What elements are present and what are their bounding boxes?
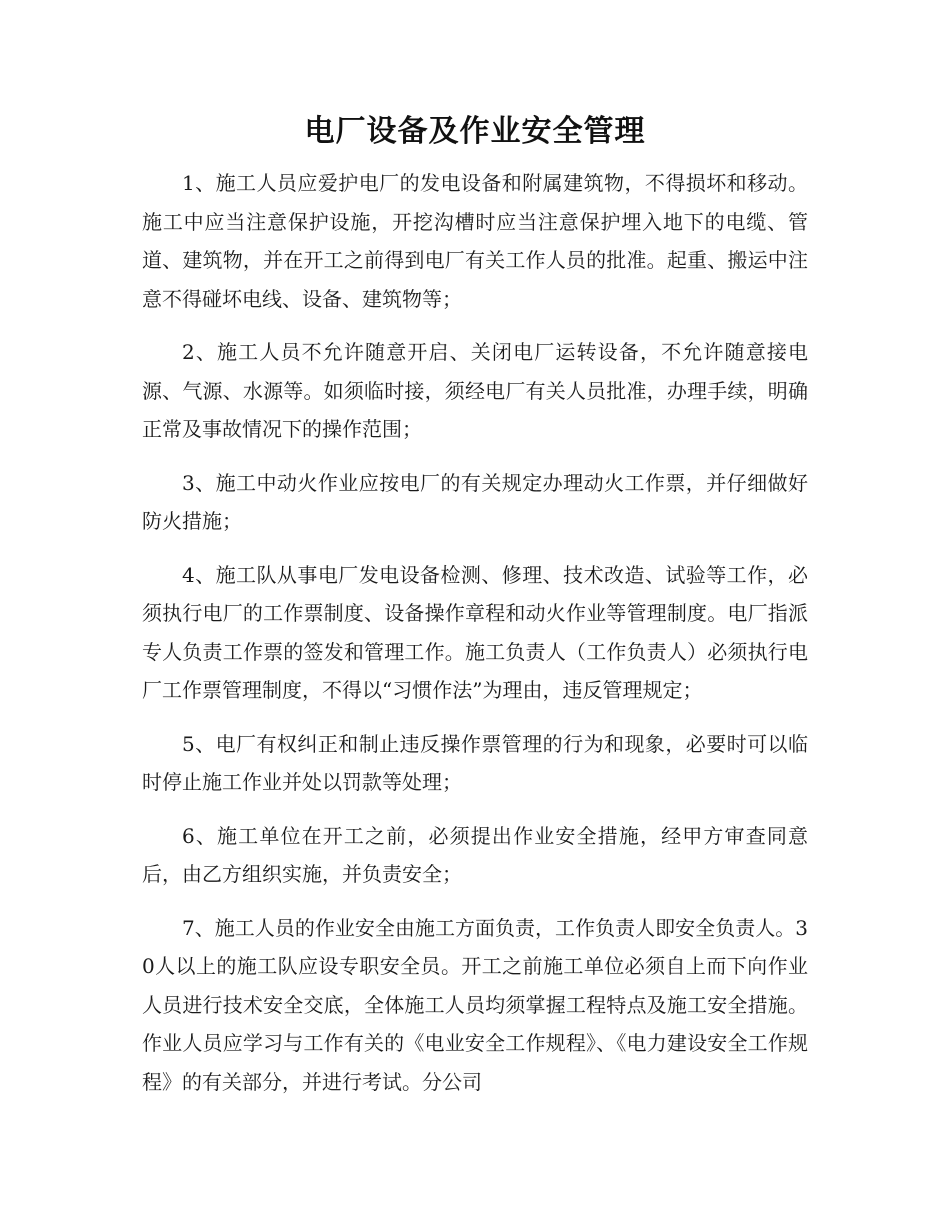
paragraph-3: 3、施工中动火作业应按电厂的有关规定办理动火工作票，并仔细做好防火措施；	[142, 470, 808, 533]
document-body	[142, 164, 808, 1116]
document-title: 电厂设备及作业安全管理	[304, 114, 646, 149]
paragraph-5: 5、电厂有权纠正和制止违反操作票管理的行为和现象，必要时可以临时停止施工作业并处以罚款等处理；	[142, 731, 808, 794]
paragraph-2: 2、施工人员不允许随意开启、关闭电厂运转设备，不允许随意接电源、气源、水源等。如须临时接，须经电厂有关人员批准，办理手续，明确正常及事故情况下的操作范围；	[142, 340, 808, 441]
paragraph-1: 1、施工人员应爱护电厂的发电设备和附属建筑物，不得损坏和移动。施工中应当注意保护设施，开挖沟槽时应当注意保护埋入地下的电缆、管道、建筑物，并在开工之前得到电厂有关工作人员的批准。起重、搬运中注意不得碰坏电线、设备、建筑物等；	[142, 171, 808, 311]
paragraph-4: 4、施工队从事电厂发电设备检测、修理、技术改造、试验等工作，必须执行电厂的工作票制度、设备操作章程和动火作业等管理制度。电厂指派专人负责工作票的签发和管理工作。施工负责人（工作负责人）必须执行电厂工作票管理制度，不得以“习惯作法”为理由，违反管理规定；	[142, 562, 808, 702]
paragraph-6: 6、施工单位在开工之前，必须提出作业安全措施，经甲方审查同意后，由乙方组织实施，并负责安全；	[142, 823, 808, 886]
paragraph-7: 7、施工人员的作业安全由施工方面负责，工作负责人即安全负责人。30人以上的施工队应设专职安全员。开工之前施工单位必须自上而下向作业人员进行技术安全交底，全体施工人员均须掌握工程特点及施工安全措施。作业人员应学习与工作有关的《电业安全工作规程》、《电力建设安全工作规程》的有关部分，并进行考试。分公司	[142, 915, 808, 1094]
